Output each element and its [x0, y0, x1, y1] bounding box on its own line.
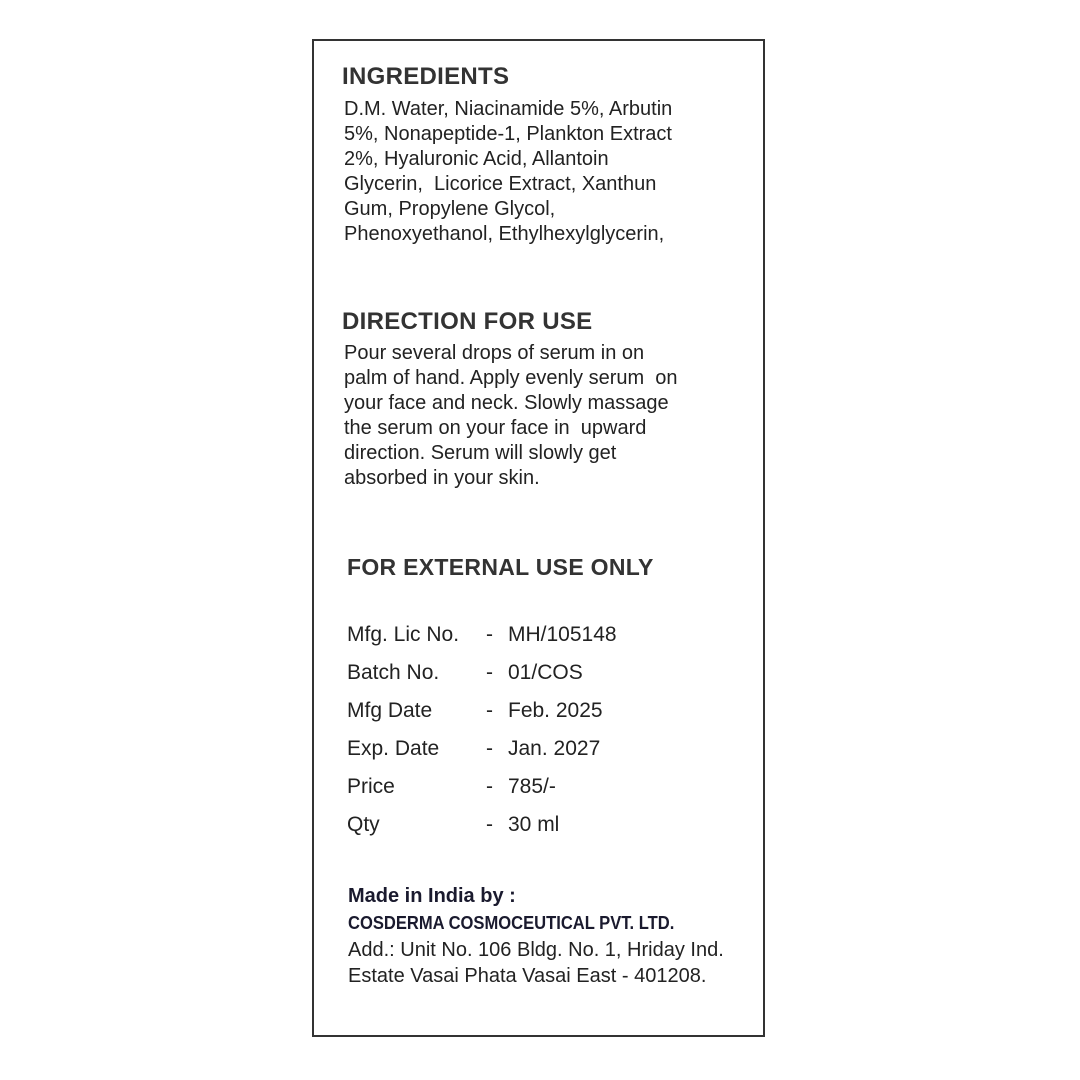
detail-separator: - [486, 699, 493, 722]
address-line: Estate Vasai Phata Vasai East - 401208. [348, 965, 707, 987]
company-name: COSDERMA COSMOCEUTICAL PVT. LTD. [348, 913, 675, 933]
detail-separator: - [486, 813, 493, 836]
detail-label: Qty [347, 813, 380, 836]
directions-text [344, 341, 678, 491]
detail-label: Price [347, 775, 395, 798]
detail-value: MH/105148 [508, 623, 617, 646]
detail-value: Feb. 2025 [508, 699, 603, 722]
company-address [348, 937, 724, 989]
directions-heading: DIRECTION FOR USE [342, 308, 593, 335]
detail-label: Exp. Date [347, 737, 440, 760]
address-line: Add.: Unit No. 106 Bldg. No. 1, Hriday Ind. [348, 939, 724, 961]
directions-line: palm of hand. Apply evenly serum on [344, 367, 678, 389]
detail-separator: - [486, 623, 493, 646]
ingredients-line: Phenoxyethanol, Ethylhexylglycerin, [344, 223, 665, 245]
directions-line: the serum on your face in upward [344, 417, 647, 439]
detail-label: Mfg. Lic No. [347, 623, 460, 646]
ingredients-line: Gum, Propylene Glycol, [344, 198, 556, 220]
ingredients-line: Glycerin, Licorice Extract, Xanthun [344, 173, 657, 195]
external-use-warning: FOR EXTERNAL USE ONLY [347, 554, 654, 580]
directions-line: direction. Serum will slowly get [344, 442, 617, 464]
made-in-heading: Made in India by : [348, 885, 516, 907]
detail-value: 30 ml [508, 813, 560, 836]
ingredients-line: 2%, Hyaluronic Acid, Allantoin [344, 148, 609, 170]
detail-separator: - [486, 737, 493, 760]
directions-line: your face and neck. Slowly massage [344, 392, 669, 414]
detail-value: 785/- [508, 775, 556, 798]
directions-line: absorbed in your skin. [344, 467, 540, 489]
detail-separator: - [486, 661, 493, 684]
ingredients-heading: INGREDIENTS [342, 63, 510, 90]
ingredients-text [344, 97, 672, 247]
ingredients-line: D.M. Water, Niacinamide 5%, Arbutin [344, 98, 673, 120]
directions-line: Pour several drops of serum in on [344, 342, 645, 364]
ingredients-line: 5%, Nonapeptide-1, Plankton Extract [344, 123, 672, 145]
detail-label: Batch No. [347, 661, 440, 684]
detail-label: Mfg Date [347, 699, 433, 722]
detail-separator: - [486, 775, 493, 798]
detail-value: 01/COS [508, 661, 583, 684]
detail-value: Jan. 2027 [508, 737, 601, 760]
